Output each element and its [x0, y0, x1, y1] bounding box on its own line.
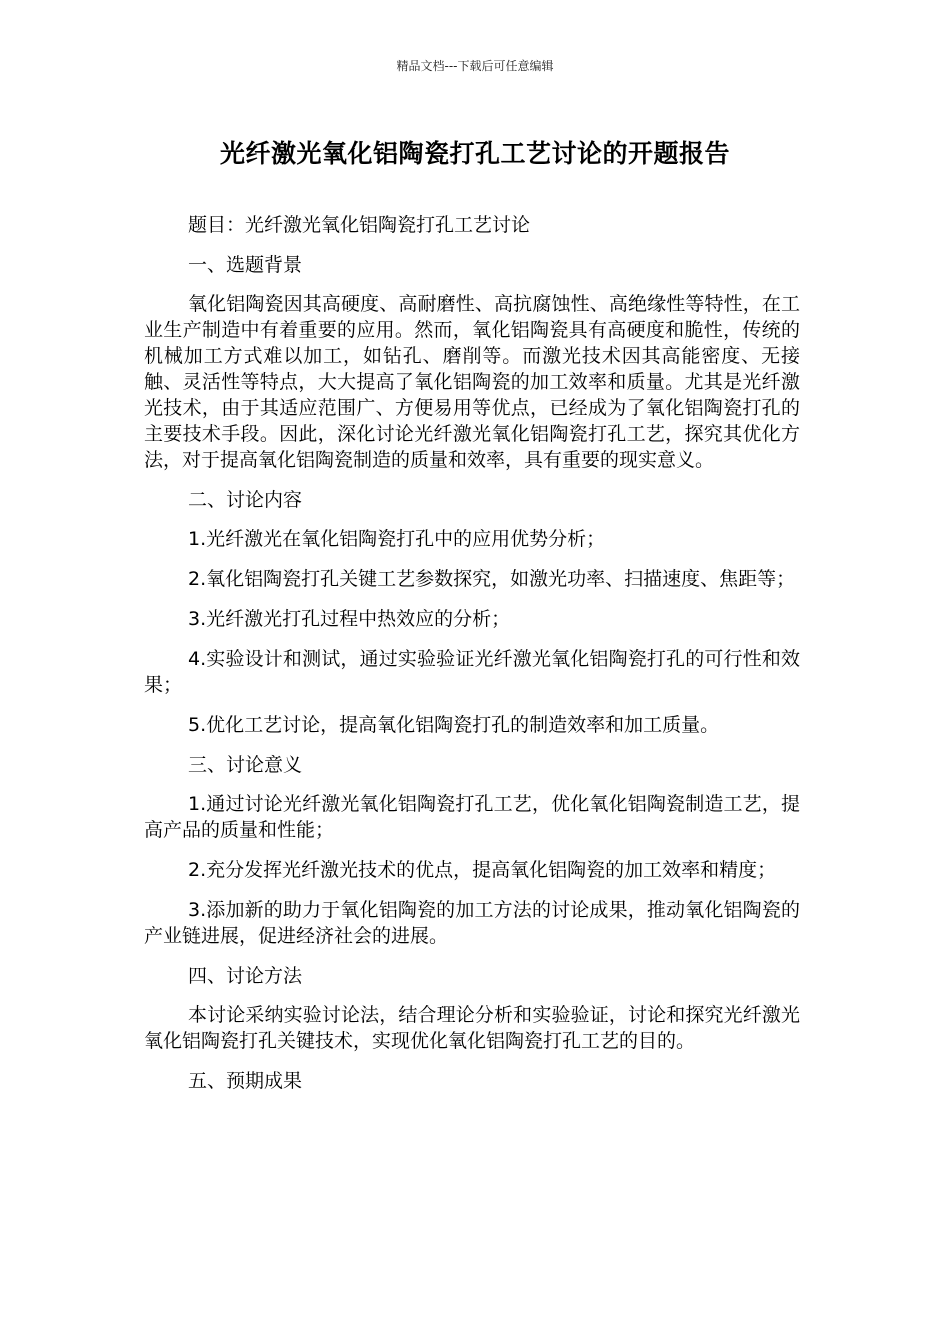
- section-heading-method: 四、讨论方法: [188, 965, 303, 987]
- section-heading-expected-results: 五、预期成果: [188, 1070, 303, 1092]
- significance-item-3: 3.添加新的助力于氧化铝陶瓷的加工方法的讨论成果，推动氧化铝陶瓷的产业链进展，促进经济社会的进展。: [144, 899, 800, 947]
- content-item-2: 2.氧化铝陶瓷打孔关键工艺参数探究，如激光功率、扫描速度、焦距等；: [188, 568, 796, 590]
- section-heading-content: 二、讨论内容: [188, 489, 303, 511]
- section-heading-significance: 三、讨论意义: [188, 754, 303, 776]
- document-body: [144, 212, 800, 1107]
- page-header-note: 精品文档---下载后可任意编辑: [396, 59, 554, 73]
- method-paragraph: 本讨论采纳实验讨论法，结合理论分析和实验验证，讨论和探究光纤激光氧化铝陶瓷打孔关键技术，实现优化氧化铝陶瓷打孔工艺的目的。: [144, 1004, 800, 1052]
- background-paragraph: 氧化铝陶瓷因其高硬度、高耐磨性、高抗腐蚀性、高绝缘性等特性，在工业生产制造中有着重要的应用。然而，氧化铝陶瓷具有高硬度和脆性，传统的机械加工方式难以加工，如钻孔、磨削等。而激光技术因其高能密度、无接触、灵活性等特点，大大提高了氧化铝陶瓷的加工效率和质量。尤其是光纤激光技术，由于其适应范围广、方便易用等优点，已经成为了氧化铝陶瓷打孔的主要技术手段。因此，深化讨论光纤激光氧化铝陶瓷打孔工艺，探究其优化方法，对于提高氧化铝陶瓷制造的质量和效率，具有重要的现实意义。: [144, 293, 800, 471]
- content-item-1: 1.光纤激光在氧化铝陶瓷打孔中的应用优势分析；: [188, 528, 606, 550]
- content-item-5: 5.优化工艺讨论，提高氧化铝陶瓷打孔的制造效率和加工质量。: [188, 714, 720, 736]
- significance-item-2: 2.充分发挥光纤激光技术的优点，提高氧化铝陶瓷的加工效率和精度；: [188, 859, 777, 881]
- content-item-3: 3.光纤激光打孔过程中热效应的分析；: [188, 608, 511, 630]
- topic-line: 题目：光纤激光氧化铝陶瓷打孔工艺讨论: [188, 214, 531, 236]
- document-title: 光纤激光氧化铝陶瓷打孔工艺讨论的开题报告: [219, 139, 730, 168]
- section-heading-background: 一、选题背景: [188, 254, 303, 276]
- content-item-4: 4.实验设计和测试，通过实验验证光纤激光氧化铝陶瓷打孔的可行性和效果；: [144, 648, 800, 696]
- significance-item-1: 1.通过讨论光纤激光氧化铝陶瓷打孔工艺，优化氧化铝陶瓷制造工艺，提高产品的质量和性能；: [144, 793, 800, 841]
